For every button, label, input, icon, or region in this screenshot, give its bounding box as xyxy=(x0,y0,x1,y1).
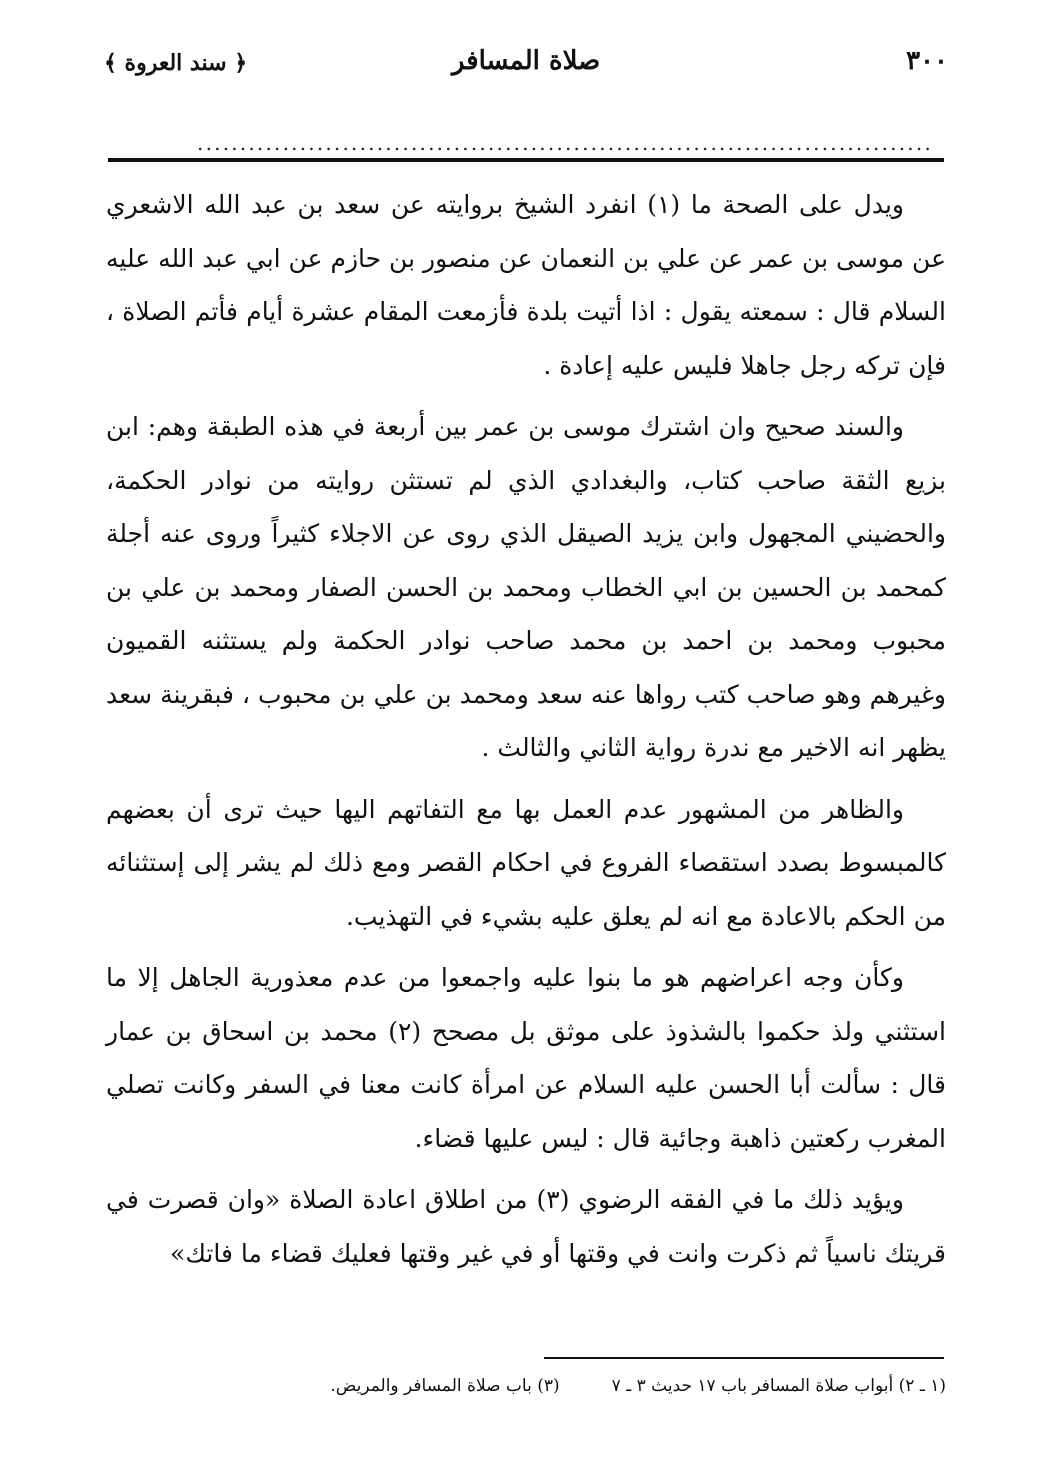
header-rule xyxy=(108,158,944,162)
paragraph-1: ويدل على الصحة ما (١) انفرد الشيخ بروايته عن سعد بن عبد الله الاشعري عن موسى بن عمر عن علي بن النعمان عن منصور بن حازم عن ابي عبد الله عليه السلام قال : سمعته يقول : اذا أتيت بلدة فأزمعت المقام عشرة أيام فأتم الصلاة ، فإن تركه رجل جاهلا فليس عليه إعادة . xyxy=(106,190,946,380)
page-header xyxy=(104,46,948,86)
paragraph-4: وكأن وجه اعراضهم هو ما بنوا عليه واجمعوا من عدم معذورية الجاهل إلا ما استثني ولذ حكموا بالشذوذ على موثق بل مصحح (٢) محمد بن اسحاق بن عمار قال : سألت أبا الحسن عليه السلام عن امرأة كانت معنا في السفر وكانت تصلي المغرب ركعتين ذاهبة وجائية قال : ليس عليها قضاء. xyxy=(106,963,946,1153)
paragraph-2: والسند صحيح وان اشترك موسى بن عمر بين أربعة في هذه الطبقة وهم: ابن بزيع الثقة صاحب كتاب، والبغدادي الذي لم تستثن روايته من نوادر الحكمة، والحضيني المجهول وابن يزيد الصيقل الذي روى عن الاجلاء كثيراً وروى عنه أجلة كمحمد بن الحسين بن ابي الخطاب ومحمد بن الحسن الصفار ومحمد بن علي بن محبوب ومحمد بن احمد بن محمد صاحب نوادر الحكمة ولم يستثنه القميون وغيرهم وهو صاحب كتب رواها عنه سعد ومحمد بن علي بن محبوب ، فبقرينة سعد يظهر انه الاخير مع ندرة رواية الثاني والثالث . xyxy=(106,412,946,762)
page-number: ٣٠٠ xyxy=(906,46,948,76)
main-text xyxy=(106,178,946,1280)
footnote-1-2: (١ ـ ٢) أبواب صلاة المسافر باب ١٧ حديث ٣ ـ ٧ xyxy=(611,1376,946,1396)
footnote-rule xyxy=(544,1357,944,1359)
paragraph-3: والظاهر من المشهور عدم العمل بها مع التفاتهم اليها حيث ترى أن بعضهم كالمبسوط بصدد استقصاء الفروع في احكام القصر ومع ذلك لم يشر إلى إستثنائه من الحكم بالاعادة مع انه لم يعلق عليه بشيء في التهذيب. xyxy=(106,794,946,931)
header-dotted-separator: ...................................................................................... xyxy=(197,133,933,153)
book-title: ﴿ سند العروة ﴾ xyxy=(104,50,248,76)
running-title: صلاة المسافر xyxy=(451,46,601,76)
footnote-3: (٣) باب صلاة المسافر والمريض. xyxy=(330,1376,560,1396)
footnotes xyxy=(250,1376,946,1396)
paragraph-5: ويؤيد ذلك ما في الفقه الرضوي (٣) من اطلاق اعادة الصلاة «وان قصرت في قريتك ناسياً ثم ذكرت وانت في وقتها أو في غير وقتها فعليك قضاء ما فاتك» xyxy=(106,1185,946,1268)
